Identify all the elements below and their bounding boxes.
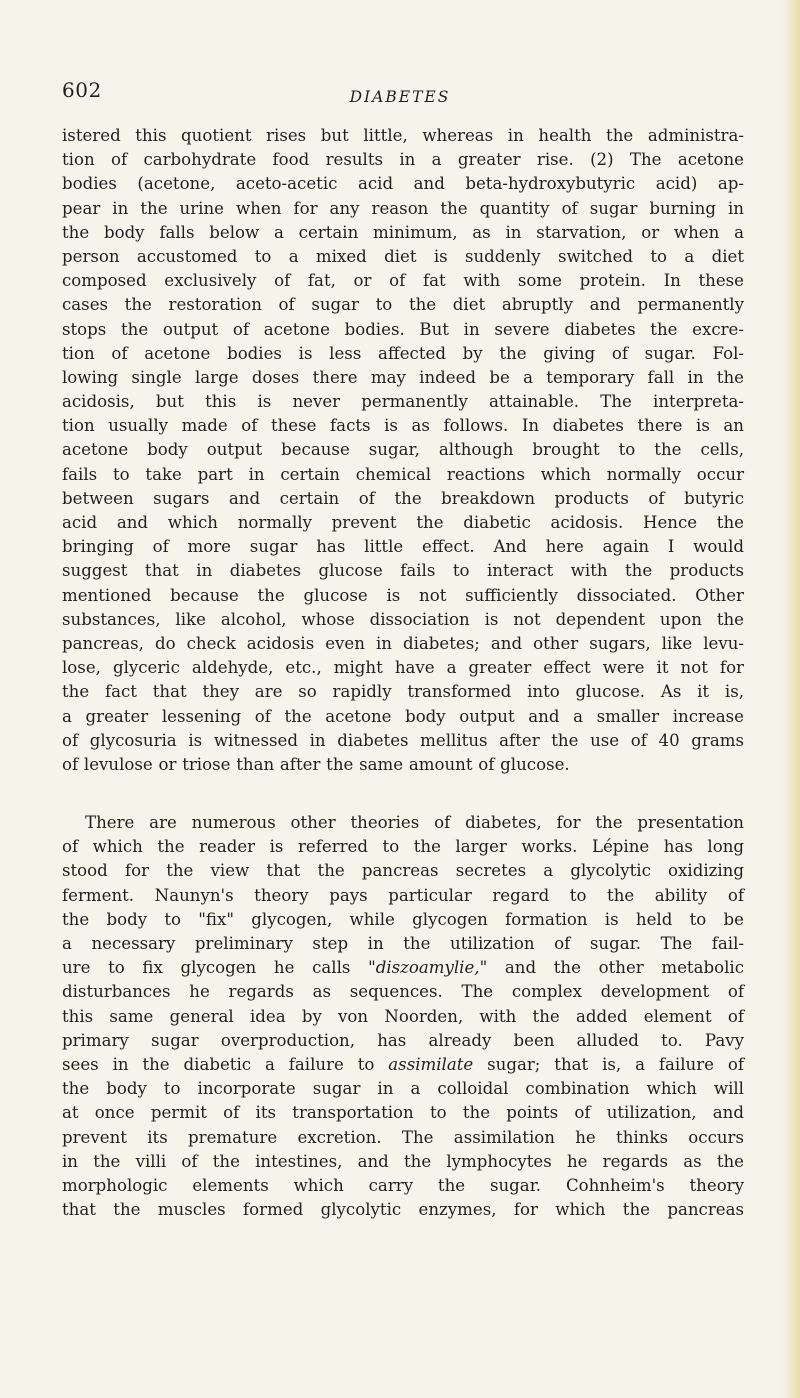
running-head: DIABETES — [349, 88, 451, 106]
page-edge-shadow — [782, 0, 800, 1398]
text-line: composed exclusively of fat, or of fat with some protein. In these — [62, 271, 744, 291]
text-line: ure to fix glycogen he calls "diszoamylie," and the other metabolic — [62, 958, 744, 978]
text-line: a necessary preliminary step in the utilization of sugar. The fail- — [62, 934, 744, 953]
text-line: disturbances he regards as sequences. The complex development of — [62, 982, 744, 1002]
text-line: fails to take part in certain chemical reactions which normally occur — [62, 464, 744, 484]
text-line: acid and which normally prevent the diabetic acidosis. Hence the — [62, 513, 744, 532]
text-line: of levulose or triose than after the same amount of glucose. — [62, 754, 570, 774]
text-line: primary sugar overproduction, has already been alluded to. Pavy — [62, 1030, 744, 1050]
text-line: the body to incorporate sugar in a colloidal combination which will — [62, 1079, 744, 1099]
text-line: a greater lessening of the acetone body output and a smaller increase — [62, 706, 744, 726]
text-line: lose, glyceric aldehyde, etc., might have a greater effect were it not for — [62, 658, 744, 678]
page-header — [62, 78, 738, 108]
text-line: between sugars and certain of the breakdown products of butyric — [62, 488, 744, 508]
text-line: this same general idea by von Noorden, with the added element of — [62, 1006, 744, 1026]
text-line: bringing of more sugar has little effect. And here again I would — [62, 537, 744, 557]
body-text — [62, 124, 744, 1222]
text-line: of which the reader is referred to the larger works. Lépine has long — [62, 837, 744, 857]
text-line: pancreas, do check acidosis even in diabetes; and other sugars, like levu- — [62, 633, 744, 653]
text-line: sees in the diabetic a failure to assimilate sugar; that is, a failure of — [62, 1054, 744, 1074]
text-line: bodies (acetone, aceto-acetic acid and beta-hydroxybutyric acid) ap- — [62, 174, 744, 194]
text-line: stops the output of acetone bodies. But in severe diabetes the excre- — [62, 319, 744, 339]
text-line: suggest that in diabetes glucose fails to interact with the products — [62, 561, 744, 581]
text-line: acetone body output because sugar, although brought to the cells, — [62, 440, 744, 460]
text-line: substances, like alcohol, whose dissociation is not dependent upon the — [62, 609, 744, 629]
text-line: There are numerous other theories of diabetes, for the presentation — [85, 813, 744, 833]
text-line: mentioned because the glucose is not sufficiently dissociated. Other — [62, 585, 744, 605]
text-line: the fact that they are so rapidly transformed into glucose. As it is, — [62, 682, 744, 702]
text-line: the body to "fix" glycogen, while glycogen formation is held to be — [62, 909, 744, 929]
text-line: lowing single large doses there may indeed be a temporary fall in the — [62, 367, 744, 387]
text-line: that the muscles formed glycolytic enzymes, for which the pancreas — [62, 1200, 744, 1220]
text-line: prevent its premature excretion. The assimilation he thinks occurs — [62, 1127, 744, 1147]
text-line: cases the restoration of sugar to the diet abruptly and permanently — [62, 295, 744, 315]
text-line: tion of carbohydrate food results in a greater rise. (2) The acetone — [62, 150, 744, 170]
text-line: acidosis, but this is never permanently attainable. The interpreta- — [62, 392, 744, 412]
text-line: person accustomed to a mixed diet is suddenly switched to a diet — [62, 246, 744, 266]
text-line: tion usually made of these facts is as follows. In diabetes there is an — [62, 416, 744, 436]
text-line: istered this quotient rises but little, whereas in health the administra- — [62, 126, 744, 145]
paragraph-1 — [62, 124, 744, 777]
paragraph-gap — [62, 777, 744, 811]
text-line: morphologic elements which carry the sugar. Cohnheim's theory — [62, 1175, 744, 1195]
text-line: ferment. Naunyn's theory pays particular regard to the ability of — [62, 885, 744, 905]
text-line: in the villi of the intestines, and the lymphocytes he regards as the — [62, 1151, 744, 1171]
text-line: stood for the view that the pancreas secretes a glycolytic oxidizing — [62, 861, 744, 881]
text-line: at once permit of its transportation to the points of utilization, and — [62, 1103, 744, 1123]
text-line: the body falls below a certain minimum, as in starvation, or when a — [62, 222, 744, 242]
page-number: 602 — [62, 78, 102, 102]
text-line: of glycosuria is witnessed in diabetes mellitus after the use of 40 grams — [62, 730, 744, 750]
text-line: pear in the urine when for any reason the quantity of sugar burning in — [62, 198, 744, 218]
text-line: tion of acetone bodies is less affected by the giving of sugar. Fol- — [62, 343, 744, 363]
paragraph-2 — [62, 811, 744, 1222]
